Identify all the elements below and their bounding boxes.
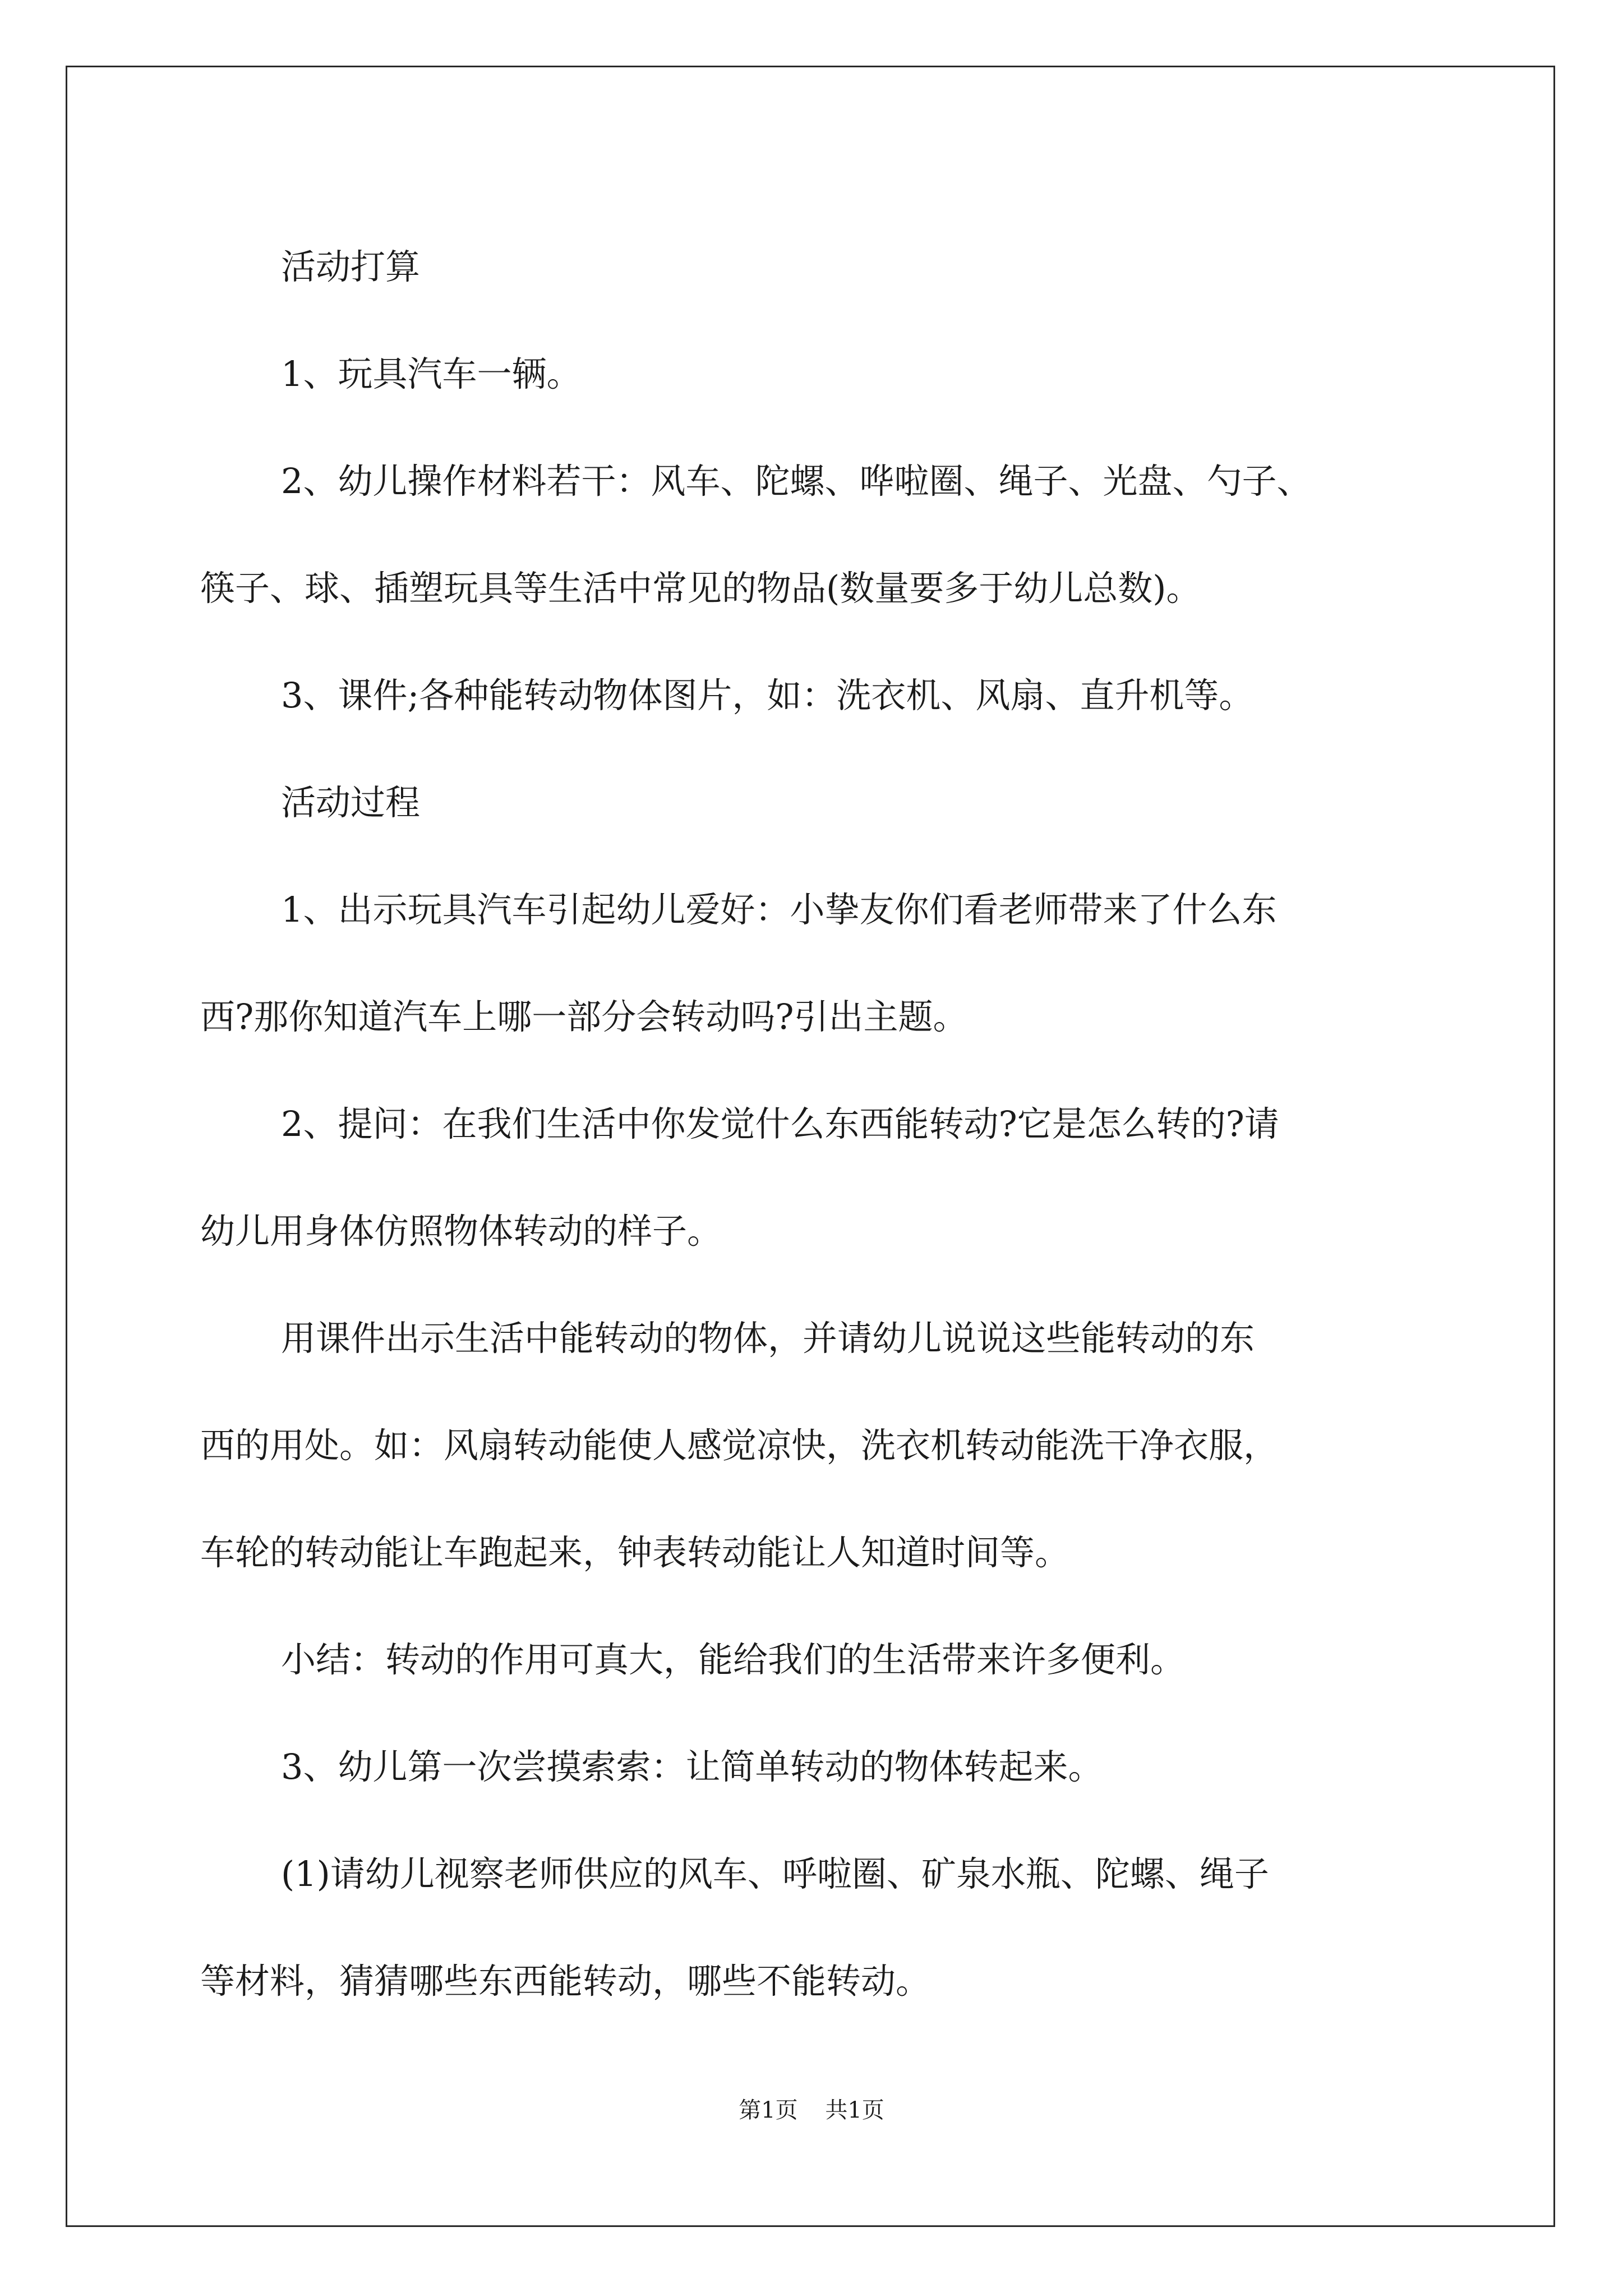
- paragraph-line: 筷子、球、插塑玩具等生活中常见的物品(数量要多于幼儿总数)。: [200, 568, 1201, 609]
- paragraph-line: 等材料，猜猜哪些东西能转动，哪些不能转动。: [200, 1961, 931, 2001]
- paragraph-line: 2、幼儿操作材料若干：风车、陀螺、哗啦圈、绳子、光盘、勺子、: [281, 461, 1312, 501]
- section-heading: 活动打算: [281, 246, 421, 287]
- paragraph-line: 2、提问：在我们生活中你发觉什么东西能转动?它是怎么转的?请: [281, 1103, 1279, 1144]
- paragraph-line: 3、课件;各种能转动物体图片，如：洗衣机、风扇、直升机等。: [281, 675, 1254, 716]
- paragraph-line: 3、幼儿第一次尝摸索索：让简单转动的物体转起来。: [281, 1746, 1103, 1787]
- paragraph-line: 用课件出示生活中能转动的物体，并请幼儿说说这些能转动的东: [281, 1318, 1255, 1359]
- paragraph-line: 小结：转动的作用可真大，能给我们的生活带来许多便利。: [281, 1639, 1186, 1680]
- paragraph-line: 西?那你知道汽车上哪一部分会转动吗?引出主题。: [200, 996, 968, 1037]
- document-body: [200, 213, 1428, 2035]
- paragraph-line: 车轮的转动能让车跑起来，钟表转动能让人知道时间等。: [200, 1532, 1070, 1573]
- page-footer: [0, 2092, 1623, 2124]
- paragraph-line: 西的用处。如：风扇转动能使人感觉凉快，洗衣机转动能洗干净衣服，: [200, 1425, 1279, 1466]
- page-number-current: 第1页: [739, 2097, 798, 2123]
- section-heading: 活动过程: [281, 782, 421, 823]
- paragraph-line: (1)请幼儿视察老师供应的风车、呼啦圈、矿泉水瓶、陀螺、绳子: [281, 1853, 1269, 1894]
- paragraph-line: 1、出示玩具汽车引起幼儿爱好：小挚友你们看老师带来了什么东: [281, 889, 1277, 930]
- paragraph-line: 幼儿用身体仿照物体转动的样子。: [200, 1211, 722, 1251]
- paragraph-line: 1、玩具汽车一辆。: [281, 353, 582, 394]
- page-number-total: 共1页: [825, 2097, 884, 2123]
